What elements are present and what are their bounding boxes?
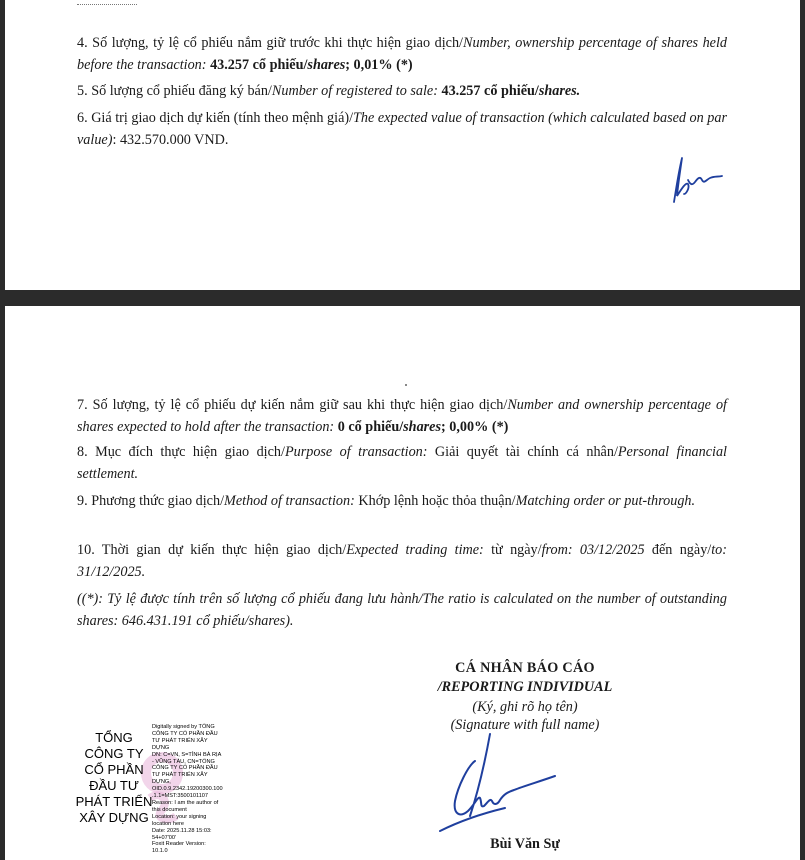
digital-signature-line: Location: your signing (152, 813, 207, 820)
document-page-1 (5, 0, 800, 290)
digital-signature-line: - VŨNG TÀU, CN=TỔNG (152, 758, 215, 765)
digital-signature-line: TƯ PHÁT TRIỂN XÂY (152, 737, 208, 744)
digital-signature-line: CÔNG TY CỔ PHẦN ĐẦU (152, 765, 218, 772)
digital-signature-line: .1.1=MST:3500101107 (152, 793, 209, 800)
item-10: 10. Thời gian dự kiến thực hiện giao dịch/Expected trading time: từ ngày/from: 03/12/2025 đến ngày/to: 31/12/2025. (77, 542, 727, 580)
signature-note: (Ký, ghi rõ họ tên) (472, 699, 578, 715)
speck-dot (405, 384, 407, 386)
digital-signature-line: 54+07'00' (152, 834, 177, 841)
digital-signature-line: CÔNG TY CỔ PHẦN ĐẦU (152, 730, 218, 737)
digital-signature-line: DỰNG, (152, 779, 171, 786)
item-4: 4. Số lượng, tỷ lệ cổ phiếu nắm giữ trước khi thực hiện giao dịch/Number, ownership percentage of shares held before the transaction: 43.257 cổ phiếu/shares; 0,01% (*) (77, 35, 727, 73)
digital-signature-line: 10.1.0 (152, 848, 168, 855)
signature-note-en: (Signature with full name) (450, 717, 600, 733)
item-6: 6. Giá trị giao dịch dự kiến (tính theo mệnh giá)/The expected value of transaction (which calculated based on par value): 432.570.000 VND. (77, 110, 727, 148)
item-9: 9. Phương thức giao dịch/Method of transaction: Khớp lệnh hoặc thỏa thuận/Matching order or put-through. (77, 493, 696, 509)
digital-signature-line: Date: 2025.11.28 15:03: (152, 827, 212, 834)
digital-signature-line: Digitally signed by TỔNG (152, 724, 215, 730)
digital-signature-line: Reason: I am the author of (152, 799, 219, 806)
company-stamp-name: TỔNG CÔNG TY CỔ PHẦN ĐẦU TƯ PHÁT TRIỂN XÂY DỰNG (75, 730, 153, 825)
signer-name: Bùi Văn Sự (490, 836, 560, 852)
digital-signature-line: DỰNG (152, 744, 170, 751)
digital-signature-line: OID.0.9.2342.19200300.100 (152, 786, 223, 793)
handwritten-signature (420, 726, 570, 841)
digital-signature-line: location here (152, 820, 185, 827)
footnote: ((*): Tỷ lệ được tính trên số lượng cổ phiếu đang lưu hành/The ratio is calculated on the number of outstanding shares: 646.431.191 cổ phiếu/shares). (77, 591, 727, 629)
digital-signature-line: this document (152, 806, 187, 813)
digital-signature-info (152, 724, 277, 855)
digital-signature-line: DN: C=VN, S=TỈNH BÀ RỊA (152, 751, 222, 758)
cut-off-text (77, 0, 137, 5)
item-5: 5. Số lượng cổ phiếu đăng ký bán/Number of registered to sale: 43.257 cổ phiếu/shares. (77, 83, 581, 99)
initials-signature (660, 150, 730, 210)
signature-block (410, 660, 640, 734)
item-7: 7. Số lượng, tỷ lệ cổ phiếu dự kiến nắm giữ sau khi thực hiện giao dịch/Number and ownership percentage of shares expected to hold after the transaction: 0 cổ phiếu/shares; 0,00% (*) (77, 397, 727, 435)
signature-title-en: /REPORTING INDIVIDUAL (437, 679, 613, 695)
digital-signature-line: Foxit Reader Version: (152, 841, 206, 848)
digital-signature-line: TƯ PHÁT TRIỂN XÂY (152, 772, 208, 779)
item-8: 8. Mục đích thực hiện giao dịch/Purpose of transaction: Giải quyết tài chính cá nhân/Personal financial settlement. (77, 444, 727, 482)
signature-title: CÁ NHÂN BÁO CÁO (455, 660, 595, 676)
